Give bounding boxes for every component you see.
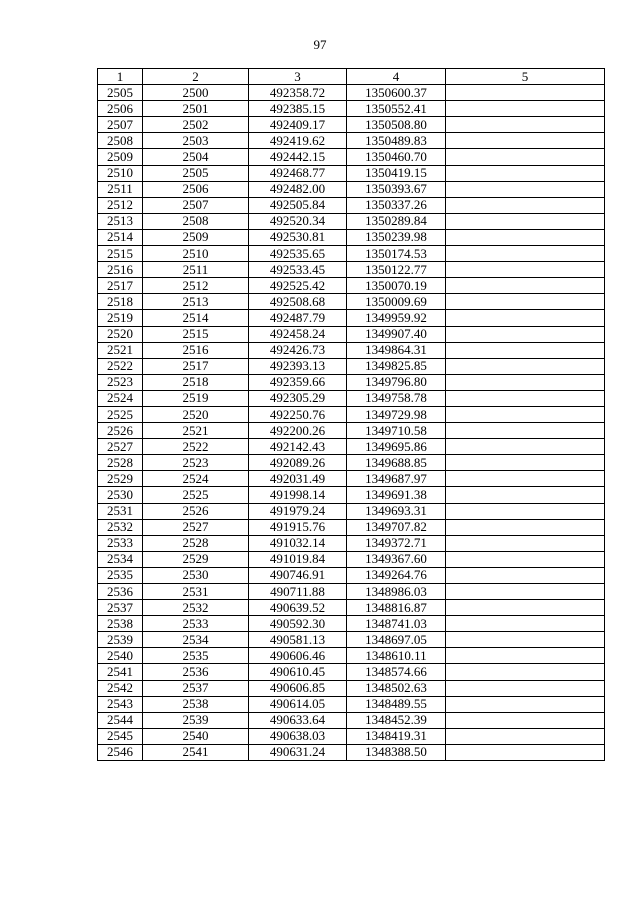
table-cell-col-2: 2514 — [143, 310, 249, 326]
table-row — [98, 535, 605, 551]
table-cell-col-1: 2508 — [98, 133, 143, 149]
table-cell-col-1: 2506 — [98, 101, 143, 117]
table-cell-col-3: 492031.49 — [249, 471, 347, 487]
table-cell-col-1: 2505 — [98, 85, 143, 101]
table-cell-col-3: 492409.17 — [249, 117, 347, 133]
table-cell-col-3: 492426.73 — [249, 342, 347, 358]
table-cell-col-3: 492533.45 — [249, 262, 347, 278]
table-cell-col-5 — [446, 567, 605, 583]
table-cell-col-4: 1348419.31 — [347, 728, 446, 744]
table-cell-col-1: 2542 — [98, 680, 143, 696]
table-cell-col-1: 2541 — [98, 664, 143, 680]
table-cell-col-5 — [446, 584, 605, 600]
table-row — [98, 503, 605, 519]
table-row — [98, 439, 605, 455]
page-number: 97 — [313, 37, 327, 52]
column-header-4: 4 — [347, 69, 446, 85]
table-cell-col-4: 1348741.03 — [347, 616, 446, 632]
table-cell-col-3: 492250.76 — [249, 406, 347, 422]
table-cell-col-1: 2530 — [98, 487, 143, 503]
column-header-1: 1 — [98, 69, 143, 85]
table-cell-col-5 — [446, 310, 605, 326]
table-cell-col-4: 1348489.55 — [347, 696, 446, 712]
table-cell-col-3: 490581.13 — [249, 632, 347, 648]
table-cell-col-3: 492358.72 — [249, 85, 347, 101]
table-cell-col-5 — [446, 503, 605, 519]
table-cell-col-4: 1348986.03 — [347, 584, 446, 600]
table-cell-col-4: 1349695.86 — [347, 439, 446, 455]
table-cell-col-3: 492089.26 — [249, 455, 347, 471]
table-cell-col-4: 1350393.67 — [347, 181, 446, 197]
table-body — [98, 85, 605, 761]
table-cell-col-2: 2502 — [143, 117, 249, 133]
table-row — [98, 101, 605, 117]
table-cell-col-2: 2510 — [143, 246, 249, 262]
table-cell-col-2: 2504 — [143, 149, 249, 165]
table-cell-col-5 — [446, 648, 605, 664]
table-cell-col-2: 2509 — [143, 229, 249, 245]
table-cell-col-5 — [446, 406, 605, 422]
table-cell-col-4: 1348816.87 — [347, 600, 446, 616]
table-cell-col-4: 1350508.80 — [347, 117, 446, 133]
table-cell-col-2: 2503 — [143, 133, 249, 149]
table-cell-col-3: 491019.84 — [249, 551, 347, 567]
table-row — [98, 149, 605, 165]
table-cell-col-5 — [446, 117, 605, 133]
table-cell-col-1: 2510 — [98, 165, 143, 181]
table-cell-col-3: 491998.14 — [249, 487, 347, 503]
table-cell-col-1: 2529 — [98, 471, 143, 487]
table-cell-col-5 — [446, 551, 605, 567]
table-cell-col-4: 1350174.53 — [347, 246, 446, 262]
table-cell-col-2: 2538 — [143, 696, 249, 712]
table-cell-col-4: 1349688.85 — [347, 455, 446, 471]
table-cell-col-1: 2540 — [98, 648, 143, 664]
table-cell-col-4: 1349707.82 — [347, 519, 446, 535]
table-cell-col-1: 2524 — [98, 390, 143, 406]
table-cell-col-4: 1349796.80 — [347, 374, 446, 390]
table-cell-col-5 — [446, 149, 605, 165]
table-cell-col-1: 2514 — [98, 229, 143, 245]
table-row — [98, 229, 605, 245]
table-cell-col-2: 2506 — [143, 181, 249, 197]
table-cell-col-1: 2522 — [98, 358, 143, 374]
table-cell-col-2: 2505 — [143, 165, 249, 181]
table-cell-col-5 — [446, 374, 605, 390]
table-row — [98, 648, 605, 664]
table-cell-col-5 — [446, 294, 605, 310]
table-cell-col-2: 2533 — [143, 616, 249, 632]
table-cell-col-5 — [446, 165, 605, 181]
table-cell-col-3: 492535.65 — [249, 246, 347, 262]
table-cell-col-2: 2522 — [143, 439, 249, 455]
table-row — [98, 680, 605, 696]
table-cell-col-1: 2543 — [98, 696, 143, 712]
table-cell-col-2: 2537 — [143, 680, 249, 696]
table-cell-col-1: 2511 — [98, 181, 143, 197]
table-cell-col-3: 492200.26 — [249, 423, 347, 439]
table-cell-col-1: 2521 — [98, 342, 143, 358]
table-row — [98, 117, 605, 133]
table-row — [98, 567, 605, 583]
table-cell-col-2: 2534 — [143, 632, 249, 648]
table-cell-col-5 — [446, 342, 605, 358]
table-cell-col-3: 490610.45 — [249, 664, 347, 680]
table-cell-col-2: 2541 — [143, 744, 249, 760]
table-row — [98, 342, 605, 358]
table-row — [98, 262, 605, 278]
table-row — [98, 374, 605, 390]
table-row — [98, 390, 605, 406]
table-row — [98, 181, 605, 197]
table-cell-col-1: 2527 — [98, 439, 143, 455]
table-cell-col-3: 490633.64 — [249, 712, 347, 728]
table-cell-col-2: 2500 — [143, 85, 249, 101]
table-cell-col-5 — [446, 278, 605, 294]
table-cell-col-2: 2535 — [143, 648, 249, 664]
table-cell-col-1: 2532 — [98, 519, 143, 535]
table-row — [98, 85, 605, 101]
table-cell-col-3: 490614.05 — [249, 696, 347, 712]
table-cell-col-3: 492305.29 — [249, 390, 347, 406]
table-cell-col-2: 2513 — [143, 294, 249, 310]
table-cell-col-5 — [446, 181, 605, 197]
table-cell-col-1: 2535 — [98, 567, 143, 583]
table-cell-col-4: 1349907.40 — [347, 326, 446, 342]
table-row — [98, 246, 605, 262]
table-cell-col-1: 2513 — [98, 213, 143, 229]
table-cell-col-2: 2501 — [143, 101, 249, 117]
table-row — [98, 358, 605, 374]
table-cell-col-5 — [446, 696, 605, 712]
table-cell-col-3: 490638.03 — [249, 728, 347, 744]
table-cell-col-5 — [446, 439, 605, 455]
table-cell-col-2: 2516 — [143, 342, 249, 358]
table-cell-col-5 — [446, 229, 605, 245]
table-cell-col-2: 2525 — [143, 487, 249, 503]
table-cell-col-3: 492442.15 — [249, 149, 347, 165]
table-cell-col-1: 2528 — [98, 455, 143, 471]
table-cell-col-1: 2509 — [98, 149, 143, 165]
table-cell-col-1: 2516 — [98, 262, 143, 278]
table-cell-col-3: 492393.13 — [249, 358, 347, 374]
table-cell-col-3: 492508.68 — [249, 294, 347, 310]
table-cell-col-5 — [446, 519, 605, 535]
table-cell-col-2: 2524 — [143, 471, 249, 487]
table-row — [98, 712, 605, 728]
table-cell-col-2: 2512 — [143, 278, 249, 294]
table-cell-col-5 — [446, 390, 605, 406]
table-cell-col-5 — [446, 423, 605, 439]
table-cell-col-4: 1349693.31 — [347, 503, 446, 519]
table-row — [98, 278, 605, 294]
table-cell-col-3: 491979.24 — [249, 503, 347, 519]
table-cell-col-1: 2518 — [98, 294, 143, 310]
table-cell-col-5 — [446, 246, 605, 262]
table-cell-col-1: 2533 — [98, 535, 143, 551]
table-row — [98, 213, 605, 229]
table-cell-col-4: 1349367.60 — [347, 551, 446, 567]
table-cell-col-3: 492487.79 — [249, 310, 347, 326]
table-cell-col-2: 2527 — [143, 519, 249, 535]
table-cell-col-5 — [446, 326, 605, 342]
table-cell-col-4: 1349710.58 — [347, 423, 446, 439]
table-cell-col-3: 490592.30 — [249, 616, 347, 632]
table-cell-col-5 — [446, 133, 605, 149]
table-row — [98, 471, 605, 487]
table-row — [98, 165, 605, 181]
table-cell-col-3: 492419.62 — [249, 133, 347, 149]
table-cell-col-3: 490631.24 — [249, 744, 347, 760]
table-cell-col-1: 2517 — [98, 278, 143, 294]
table-cell-col-4: 1349864.31 — [347, 342, 446, 358]
table-cell-col-4: 1349264.76 — [347, 567, 446, 583]
table-cell-col-4: 1348502.63 — [347, 680, 446, 696]
table-cell-col-2: 2526 — [143, 503, 249, 519]
table-row — [98, 632, 605, 648]
table-cell-col-4: 1350239.98 — [347, 229, 446, 245]
table-cell-col-2: 2519 — [143, 390, 249, 406]
table-cell-col-1: 2539 — [98, 632, 143, 648]
table-cell-col-3: 492505.84 — [249, 197, 347, 213]
table-cell-col-2: 2517 — [143, 358, 249, 374]
table-cell-col-2: 2511 — [143, 262, 249, 278]
coordinates-table — [97, 68, 605, 761]
table-cell-col-3: 492142.43 — [249, 439, 347, 455]
table-cell-col-5 — [446, 744, 605, 760]
table-cell-col-2: 2523 — [143, 455, 249, 471]
table-cell-col-1: 2545 — [98, 728, 143, 744]
table-cell-col-5 — [446, 680, 605, 696]
table-cell-col-5 — [446, 664, 605, 680]
table-cell-col-5 — [446, 197, 605, 213]
table-row — [98, 551, 605, 567]
table-cell-col-3: 492385.15 — [249, 101, 347, 117]
table-cell-col-1: 2534 — [98, 551, 143, 567]
table-cell-col-3: 490746.91 — [249, 567, 347, 583]
table-row — [98, 326, 605, 342]
table-row — [98, 423, 605, 439]
table-cell-col-3: 491032.14 — [249, 535, 347, 551]
table-row — [98, 664, 605, 680]
table-cell-col-5 — [446, 358, 605, 374]
table-cell-col-1: 2519 — [98, 310, 143, 326]
table-cell-col-1: 2507 — [98, 117, 143, 133]
table-cell-col-4: 1349691.38 — [347, 487, 446, 503]
table-cell-col-4: 1349825.85 — [347, 358, 446, 374]
table-cell-col-5 — [446, 455, 605, 471]
table-cell-col-2: 2540 — [143, 728, 249, 744]
table-cell-col-3: 490606.85 — [249, 680, 347, 696]
table-cell-col-3: 492525.42 — [249, 278, 347, 294]
table-cell-col-2: 2515 — [143, 326, 249, 342]
table-row — [98, 744, 605, 760]
table-cell-col-4: 1348610.11 — [347, 648, 446, 664]
table-row — [98, 406, 605, 422]
table-cell-col-3: 490639.52 — [249, 600, 347, 616]
table-cell-col-1: 2546 — [98, 744, 143, 760]
table-cell-col-1: 2525 — [98, 406, 143, 422]
table-cell-col-2: 2518 — [143, 374, 249, 390]
table-cell-col-2: 2530 — [143, 567, 249, 583]
table-cell-col-4: 1348697.05 — [347, 632, 446, 648]
table-cell-col-5 — [446, 535, 605, 551]
table-cell-col-2: 2528 — [143, 535, 249, 551]
table-cell-col-5 — [446, 487, 605, 503]
table-row — [98, 696, 605, 712]
table-cell-col-3: 492530.81 — [249, 229, 347, 245]
table-cell-col-2: 2507 — [143, 197, 249, 213]
table-cell-col-5 — [446, 616, 605, 632]
table-cell-col-2: 2529 — [143, 551, 249, 567]
column-header-5: 5 — [446, 69, 605, 85]
table-cell-col-5 — [446, 213, 605, 229]
table-cell-col-1: 2515 — [98, 246, 143, 262]
table-row — [98, 728, 605, 744]
table-cell-col-4: 1348388.50 — [347, 744, 446, 760]
table-cell-col-2: 2531 — [143, 584, 249, 600]
table-cell-col-4: 1350600.37 — [347, 85, 446, 101]
table-cell-col-3: 492458.24 — [249, 326, 347, 342]
table-cell-col-3: 492468.77 — [249, 165, 347, 181]
column-header-3: 3 — [249, 69, 347, 85]
table-cell-col-4: 1349758.78 — [347, 390, 446, 406]
table-cell-col-4: 1350489.83 — [347, 133, 446, 149]
column-header-2: 2 — [143, 69, 249, 85]
table-cell-col-3: 492482.00 — [249, 181, 347, 197]
table-row — [98, 197, 605, 213]
table-cell-col-1: 2531 — [98, 503, 143, 519]
table-row — [98, 294, 605, 310]
table-cell-col-5 — [446, 85, 605, 101]
table-cell-col-2: 2520 — [143, 406, 249, 422]
table-cell-col-4: 1348452.39 — [347, 712, 446, 728]
table-cell-col-1: 2523 — [98, 374, 143, 390]
table-cell-col-4: 1349687.97 — [347, 471, 446, 487]
table-cell-col-4: 1350337.26 — [347, 197, 446, 213]
table-cell-col-4: 1350009.69 — [347, 294, 446, 310]
table-cell-col-5 — [446, 600, 605, 616]
table-cell-col-3: 490606.46 — [249, 648, 347, 664]
table-cell-col-1: 2520 — [98, 326, 143, 342]
table-row — [98, 584, 605, 600]
table-cell-col-2: 2532 — [143, 600, 249, 616]
table-cell-col-5 — [446, 712, 605, 728]
table-cell-col-2: 2521 — [143, 423, 249, 439]
table-cell-col-1: 2536 — [98, 584, 143, 600]
table-row — [98, 133, 605, 149]
table-cell-col-5 — [446, 632, 605, 648]
table-cell-col-4: 1348574.66 — [347, 664, 446, 680]
table-cell-col-1: 2512 — [98, 197, 143, 213]
table-cell-col-4: 1349729.98 — [347, 406, 446, 422]
table-cell-col-5 — [446, 262, 605, 278]
table-cell-col-4: 1350460.70 — [347, 149, 446, 165]
table-row — [98, 616, 605, 632]
table-cell-col-1: 2537 — [98, 600, 143, 616]
table-cell-col-4: 1350289.84 — [347, 213, 446, 229]
table-row — [98, 310, 605, 326]
table-cell-col-1: 2544 — [98, 712, 143, 728]
table-cell-col-1: 2538 — [98, 616, 143, 632]
table-cell-col-5 — [446, 101, 605, 117]
table-cell-col-3: 492359.66 — [249, 374, 347, 390]
table-cell-col-3: 492520.34 — [249, 213, 347, 229]
table-cell-col-4: 1349372.71 — [347, 535, 446, 551]
table-row — [98, 519, 605, 535]
table-cell-col-1: 2526 — [98, 423, 143, 439]
table-cell-col-5 — [446, 471, 605, 487]
table-row — [98, 487, 605, 503]
table-header-row — [98, 69, 605, 85]
table-cell-col-4: 1350419.15 — [347, 165, 446, 181]
table-cell-col-2: 2508 — [143, 213, 249, 229]
table-cell-col-4: 1350552.41 — [347, 101, 446, 117]
table-cell-col-3: 491915.76 — [249, 519, 347, 535]
table-cell-col-2: 2539 — [143, 712, 249, 728]
table-cell-col-2: 2536 — [143, 664, 249, 680]
table-row — [98, 600, 605, 616]
table-cell-col-4: 1350122.77 — [347, 262, 446, 278]
table-row — [98, 455, 605, 471]
table-cell-col-5 — [446, 728, 605, 744]
table-cell-col-4: 1349959.92 — [347, 310, 446, 326]
table-cell-col-4: 1350070.19 — [347, 278, 446, 294]
table-cell-col-3: 490711.88 — [249, 584, 347, 600]
